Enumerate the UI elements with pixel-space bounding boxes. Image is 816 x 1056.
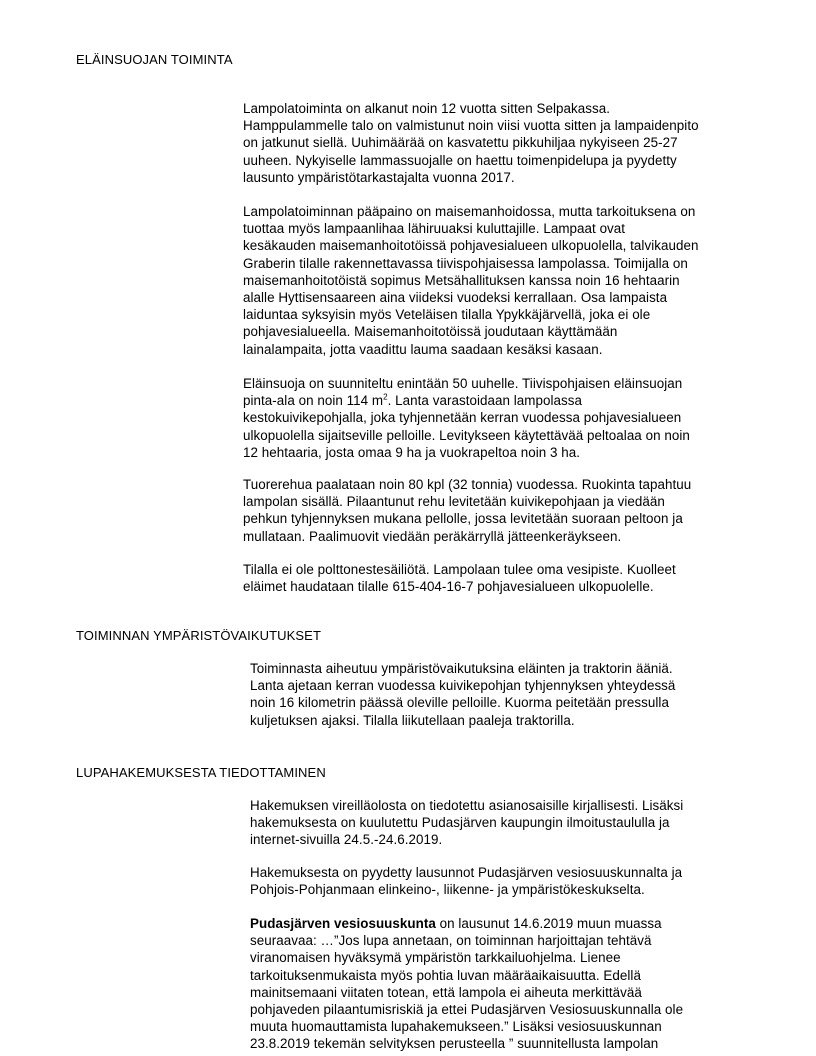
section-heading-elainsuojan-toiminta: ELÄINSUOJAN TOIMINTA: [76, 52, 233, 67]
section-heading-ymparistovaikutukset: TOIMINNAN YMPÄRISTÖVAIKUTUKSET: [76, 628, 321, 643]
paragraph-lampolatoiminta: Lampolatoiminta on alkanut noin 12 vuotta sitten Selpakassa. Hamppulammelle talo on valmistunut noin viisi vuotta sitten ja lampaidenpito on jatkunut siellä. Uuhimäärää on kasvatettu pikkuhiljaa nykyiseen 25-27 uuheen. Nykyiselle lammassuojalle on haettu toimenpidelupa ja pyydetty lausunto ympäristötarkastajalta vuonna 2017.: [243, 101, 699, 185]
vesiosuuskunta-name: Pudasjärven vesiosuuskunta: [250, 916, 436, 931]
paragraph-paapaino: Lampolatoiminnan pääpaino on maisemanhoidossa, mutta tarkoituksena on tuottaa myös lampaanlihaa lähiruuaksi kuluttajille. Lampaat ovat kesäkauden maisemanhoitotöissä pohjavesialueen ulkopuolella, talvikauden Graberin tilalle rakennettavassa tiivispohjaisessa lampolassa. Toimijalla on maisemanhoitotöistä sopimus Metsähallituksen kanssa noin 16 hehtaarin alalle Hyttisensaareen aina viideksi vuodeksi kerrallaan. Osa lampaista laiduntaa syksyisin myös Veteläisen tilalla Ypykkäjärvellä, joka ei ole pohjavesialueella. Maisemanhoitotöissä joudutaan käyttämään lainalampaita, jotta vaadittu lauma saadaan kesäksi kasaan.: [243, 204, 699, 357]
paragraph-ymparistovaikutukset: Toiminnasta aiheutuu ympäristövaikutuksina eläinten ja traktorin ääniä. Lanta ajetaan kerran vuodessa kuivikepohjan tyhjennyksen yhteydessä noin 16 kilometrin päässä oleville pelloille. Kuorma peitetään pressulla kuljetuksen ajaksi. Tilalla liikutellaan paaleja traktorilla.: [250, 661, 676, 728]
paragraph-vireillaolo: Hakemuksen vireilläolosta on tiedotettu asianosaisille kirjallisesti. Lisäksi hakemuksesta on kuulutettu Pudasjärven kaupungin ilmoitustaululla ja internet-sivuilla 24.5.-24.6.2019.: [250, 798, 684, 848]
paragraph-elainsuoja: [243, 375, 690, 461]
square-meter-superscript: 2: [383, 392, 388, 402]
paragraph-elainsuoja-part1: Eläinsuoja on suunniteltu enintään 50 uuhelle. Tiivispohjaisen eläinsuojan pinta-ala on noin 114 m: [243, 376, 683, 409]
paragraph-tuorerehu: Tuorerehua paalataan noin 80 kpl (32 tonnia) vuodessa. Ruokinta tapahtuu lampolan sisällä. Pilaantunut rehu levitetään kuivikepohjaan ja viedään pehkun tyhjennyksen mukana pellolle, jossa levitetään suoraan peltoon ja mullataan. Paalimuovit viedään peräkärryllä jätteenkeräykseen.: [243, 477, 692, 544]
section-heading-tiedottaminen: LUPAHAKEMUKSESTA TIEDOTTAMINEN: [76, 765, 326, 780]
paragraph-elainsuoja-part2: . Lanta varastoidaan lampolassa kestokuivikepohjalla, joka tyhjennetään kerran vuodessa pohjavesialueen ulkopuolella sijaitseville pelloille. Levitykseen käytettävää peltoalaa on noin 12 hehtaaria, josta omaa 9 ha ja vuokrapeltoa noin 3 ha.: [243, 393, 690, 460]
vesiosuuskunta-statement: on lausunut 14.6.2019 muun muassa seuraavaa: …”Jos lupa annetaan, on toiminnan harjoittajan tehtävä viranomaisen hyväksymä ympäristön tarkkailuohjelma. Lienee tarkoituksenmukaista myös pohtia luvan määräaikaisuutta. Edellä mainitsemaani viitaten totean, että lampola ei aiheuta merkittävää pohjaveden pilaantumisriskiä ja ettei Pudasjärven Vesiosuuskunnalla ole muuta huomauttamista lupahakemukseen.” Lisäksi vesiosuuskunnan 23.8.2019 tekemän selvityksen perusteella ” suunnitellusta lampolan: [250, 916, 684, 1052]
paragraph-vesiosuuskunta: [250, 915, 683, 1053]
paragraph-polttonestesailio: Tilalla ei ole polttonestesäiliötä. Lampolaan tulee oma vesipiste. Kuolleet eläimet haudataan tilalle 615-404-16-7 pohjavesialueen ulkopuolelle.: [243, 562, 676, 595]
paragraph-lausunnot: Hakemuksesta on pyydetty lausunnot Pudasjärven vesiosuuskunnalta ja Pohjois-Pohjanmaan elinkeino-, liikenne- ja ympäristökeskukselta.: [250, 865, 683, 898]
